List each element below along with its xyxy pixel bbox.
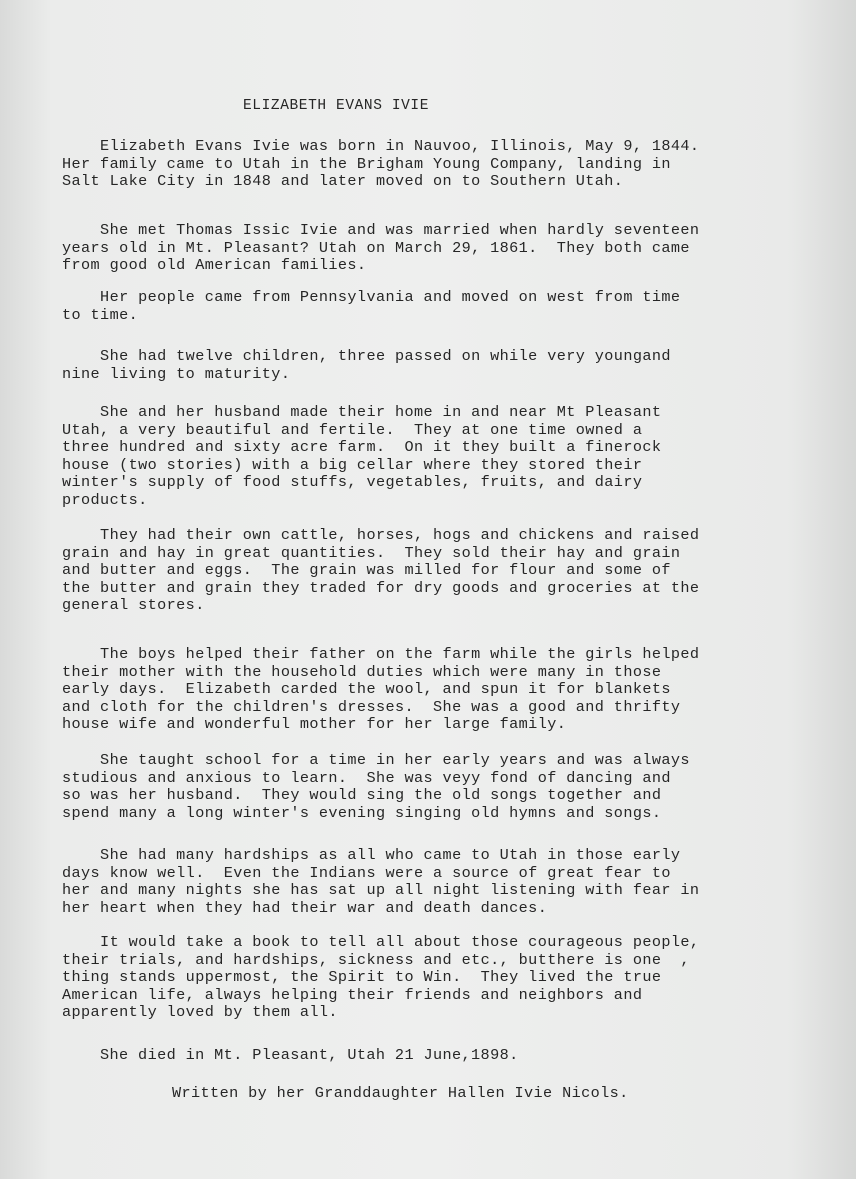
paragraph-line: her heart when they had their war and death dances. — [62, 898, 548, 917]
paragraph-line: and butter and eggs. The grain was milled for flour and some of — [62, 561, 671, 580]
paragraph — [62, 404, 822, 510]
death-line: She died in Mt. Pleasant, Utah 21 June,1898. — [100, 1046, 519, 1064]
paragraph-line: their mother with the household duties which were many in those — [62, 662, 662, 681]
paragraph — [62, 847, 822, 917]
paragraph-line: house wife and wonderful mother for her large family. — [62, 715, 567, 734]
paragraph-line: winter's supply of food stuffs, vegetables, fruits, and dairy — [62, 473, 643, 492]
paragraph-line: days know well. Even the Indians were a source of great fear to — [62, 863, 671, 882]
paragraph-line: their trials, and hardships, sickness and etc., butthere is one , — [62, 950, 690, 969]
paragraph-line: She and her husband made their home in and near Mt Pleasant — [62, 403, 662, 421]
paragraph — [62, 222, 822, 275]
paragraph-line: early days. Elizabeth carded the wool, and spun it for blankets — [62, 680, 671, 699]
paragraph-line: thing stands uppermost, the Spirit to Win. They lived the true — [62, 968, 662, 987]
paragraph-line: studious and anxious to learn. She was veyy fond of dancing and — [62, 768, 671, 787]
paragraph — [62, 348, 822, 383]
paragraph-line: three hundred and sixty acre farm. On it they built a finerock — [62, 438, 662, 457]
paragraph-line: The boys helped their father on the farm while the girls helped — [62, 645, 700, 663]
paragraph — [62, 138, 822, 191]
paragraph-line: It would take a book to tell all about those courageous people, — [62, 933, 700, 951]
paragraph-line: She taught school for a time in her early years and was always — [62, 751, 690, 769]
paragraph-line: They had their own cattle, horses, hogs and chickens and raised — [62, 526, 700, 544]
paragraph-line: general stores. — [62, 596, 205, 615]
paragraph-line: spend many a long winter's evening singing old hymns and songs. — [62, 803, 662, 822]
paragraph-line: nine living to maturity. — [62, 364, 291, 383]
paragraph-line: grain and hay in great quantities. They sold their hay and grain — [62, 543, 681, 562]
paragraph — [62, 527, 822, 615]
paragraph-line: to time. — [62, 305, 139, 324]
paragraph — [62, 752, 822, 822]
document-title: ELIZABETH EVANS IVIE — [243, 98, 430, 114]
paragraph-line: American life, always helping their friends and neighbors and — [62, 985, 643, 1004]
paragraph-line: Elizabeth Evans Ivie was born in Nauvoo, Illinois, May 9, 1844. — [62, 137, 700, 155]
paragraph-line: house (two stories) with a big cellar where they stored their — [62, 455, 643, 474]
paragraph-line: and cloth for the children's dresses. She was a good and thrifty — [62, 697, 681, 716]
author-credit: Written by her Granddaughter Hallen Ivie Nicols. — [172, 1084, 629, 1102]
paragraph-line: She met Thomas Issic Ivie and was married when hardly seventeen — [62, 221, 700, 239]
paragraph-line: Her people came from Pennsylvania and moved on west from time — [62, 288, 681, 306]
paragraph-line: She had many hardships as all who came to Utah in those early — [62, 846, 681, 864]
paragraph-line: products. — [62, 490, 148, 509]
paragraph-line: She had twelve children, three passed on while very youngand — [62, 347, 671, 365]
paragraph — [62, 289, 822, 324]
paragraph — [62, 646, 822, 734]
paragraph-line: the butter and grain they traded for dry goods and groceries at the — [62, 578, 700, 597]
paragraph-line: Her family came to Utah in the Brigham Young Company, landing in — [62, 154, 671, 173]
paragraph-line: from good old American families. — [62, 256, 367, 275]
paragraph-line: years old in Mt. Pleasant? Utah on March 29, 1861. They both came — [62, 238, 690, 257]
paragraph-line: Utah, a very beautiful and fertile. They at one time owned a — [62, 420, 643, 439]
paragraph-line: apparently loved by them all. — [62, 1003, 338, 1022]
paragraph — [62, 934, 822, 1022]
paragraph-line: Salt Lake City in 1848 and later moved on to Southern Utah. — [62, 172, 624, 191]
paragraph-line: her and many nights she has sat up all night listening with fear in — [62, 881, 700, 900]
paragraph-line: so was her husband. They would sing the old songs together and — [62, 786, 662, 805]
